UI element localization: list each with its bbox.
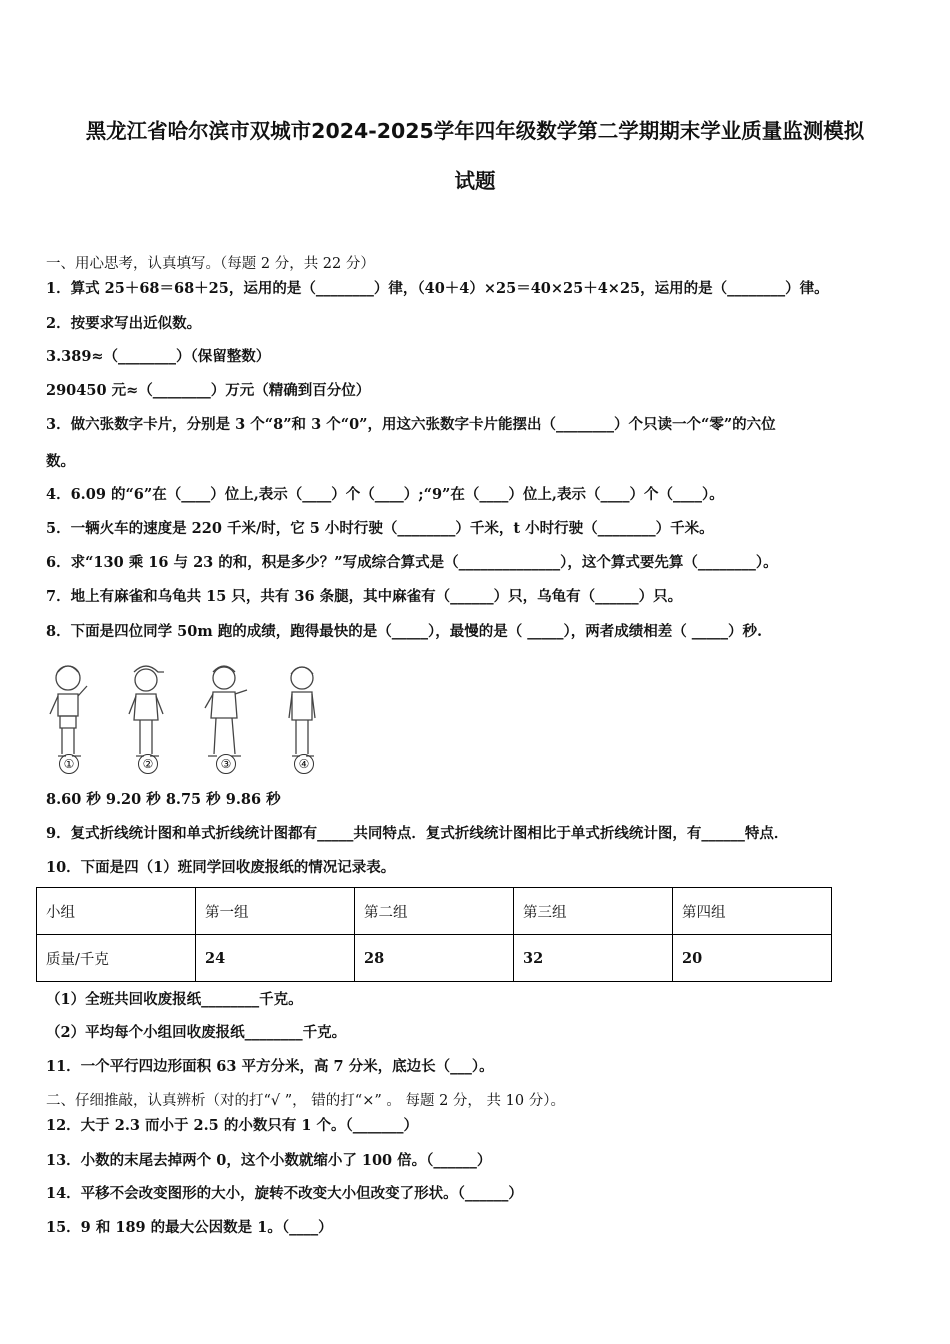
question-2a: 3.389≈（________）（保留整数） [46, 348, 271, 365]
table-cell: 第二组 [354, 888, 513, 935]
table-row [37, 935, 832, 982]
page-title-line1: 黑龙江省哈尔滨市双城市2024-2025学年四年级数学第二学期期末学业质量监测模拟 [85, 119, 865, 143]
table-header-row [37, 888, 832, 935]
question-10-part1: （1）全班共回收废报纸________千克。 [46, 991, 303, 1008]
child-1-label: ① [59, 754, 79, 774]
question-6: 6．求“130 乘 16 与 23 的和，积是多少？”写成综合算式是（______________），这个算式要先算（________）。 [46, 554, 778, 571]
table-cell: 32 [513, 935, 672, 982]
table-cell: 20 [672, 935, 831, 982]
table-cell: 小组 [37, 888, 196, 935]
question-2b: 290450 元≈（________）万元（精确到百分位） [46, 382, 371, 399]
question-2-stem: 2．按要求写出近似数。 [46, 315, 202, 332]
question-8-times: 8.60 秒 9.20 秒 8.75 秒 9.86 秒 [46, 791, 281, 808]
child-3-label: ③ [216, 754, 236, 774]
table-cell: 第三组 [513, 888, 672, 935]
question-8-stem: 8．下面是四位同学 50m 跑的成绩，跑得最快的是（_____），最慢的是（ _____），两者成绩相差（ _____）秒. [46, 623, 763, 640]
table-cell: 第一组 [195, 888, 354, 935]
question-7: 7．地上有麻雀和乌龟共 15 只，共有 36 条腿，其中麻雀有（______）只，乌龟有（______）只。 [46, 588, 683, 605]
question-9: 9．复式折线统计图和单式折线统计图都有_____共同特点．复式折线统计图相比于单式折线统计图，有______特点． [46, 825, 789, 842]
table-cell: 28 [354, 935, 513, 982]
question-13: 13．小数的末尾去掉两个 0，这个小数就缩小了 100 倍。（______） [46, 1152, 492, 1169]
question-10-part2: （2）平均每个小组回收废报纸________千克。 [46, 1024, 347, 1041]
child-4-label: ④ [294, 754, 314, 774]
page-title-line2: 试题 [454, 169, 496, 193]
section-2-heading: 二、仔细推敲，认真辨析（对的打“√ ”， 错的打“×” 。 每题 2 分， 共 10 分）。 [46, 1093, 565, 1109]
table-cell: 质量/千克 [37, 935, 196, 982]
question-1: 1．算式 25＋68＝68＋25，运用的是（________）律，（40＋4）×25＝40×25＋4×25，运用的是（________）律。 [46, 280, 829, 297]
section-1-heading: 一、用心思考，认真填写。（每题 2 分，共 22 分） [46, 256, 375, 272]
question-3-line1: 3．做六张数字卡片，分别是 3 个“8”和 3 个“0”，用这六张数字卡片能摆出（________）个只读一个“零”的六位 [46, 416, 776, 433]
question-10-stem: 10．下面是四（1）班同学回收废报纸的情况记录表。 [46, 859, 396, 876]
question-4: 4．6.09 的“6”在（____）位上,表示（____）个（____）;“9”在（____）位上,表示（____）个（____）。 [46, 486, 724, 503]
table-cell: 第四组 [672, 888, 831, 935]
question-11: 11．一个平行四边形面积 63 平方分米，高 7 分米，底边长（___）。 [46, 1058, 494, 1075]
question-3-line2: 数。 [46, 453, 75, 470]
question-12: 12．大于 2.3 而小于 2.5 的小数只有 1 个。（_______） [46, 1117, 419, 1134]
child-2-label: ② [138, 754, 158, 774]
question-15: 15．9 和 189 的最大公因数是 1。（____） [46, 1219, 333, 1236]
question-5: 5．一辆火车的速度是 220 千米/时，它 5 小时行驶（________）千米，t 小时行驶（________）千米。 [46, 520, 714, 537]
question-14: 14．平移不会改变图形的大小，旋转不改变大小但改变了形状。（______） [46, 1185, 523, 1202]
recycling-table [36, 887, 832, 982]
table-cell: 24 [195, 935, 354, 982]
